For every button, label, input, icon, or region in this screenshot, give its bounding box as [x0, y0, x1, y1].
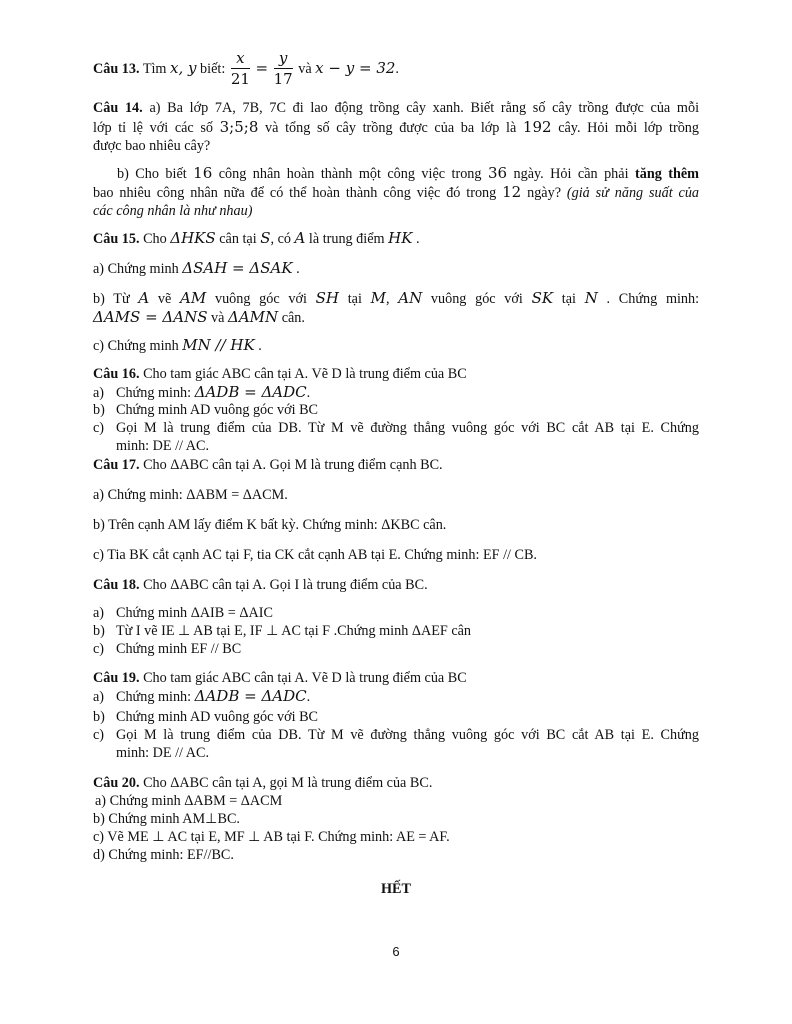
question-15b-line-2 — [93, 308, 305, 327]
list-marker: a) — [93, 605, 105, 621]
text: b) Cho biết — [117, 166, 187, 182]
text: . — [258, 338, 262, 354]
math-triangle: ΔAMN — [227, 308, 279, 326]
text: lớp tỉ lệ với các số — [93, 120, 213, 136]
math-expression: ΔADB = ΔADC — [194, 687, 307, 705]
text: tại — [561, 291, 576, 307]
text: ngày. Hỏi cần phải — [513, 166, 629, 182]
text: . — [415, 231, 420, 247]
question-16b — [93, 401, 318, 419]
question-18-intro — [93, 576, 428, 594]
math-triangle: ΔHKS — [170, 229, 216, 247]
fraction-numerator: y — [274, 49, 293, 69]
question-20-intro — [93, 774, 432, 792]
list-marker: c) — [93, 641, 105, 657]
text: và — [298, 61, 312, 77]
question-17b: b) Trên cạnh AM lấy điểm K bất kỳ. Chứng minh: ΔKBC cân. — [93, 517, 447, 533]
text: biết: — [200, 61, 226, 77]
question-13 — [93, 48, 399, 90]
text: Cho ΔABC cân tại A, gọi M là trung điểm của BC. — [143, 775, 433, 791]
text: Chứng minh: — [116, 689, 192, 705]
text: . — [395, 61, 399, 77]
question-18c — [93, 640, 241, 658]
question-17a: a) Chứng minh: ΔABM = ΔACM. — [93, 487, 288, 503]
text: và tổng số cây trồng được của ba lớp là — [265, 120, 517, 136]
text: cân. — [281, 310, 305, 326]
text: ngày? — [527, 185, 561, 201]
text: Cho ΔABC cân tại A. Gọi I là trung điểm của BC. — [143, 577, 428, 593]
math-vars: x, y — [170, 59, 197, 77]
question-15a — [93, 259, 300, 278]
question-14-label: Câu 14. — [93, 100, 143, 116]
math-point: A — [294, 229, 306, 247]
text: b) Từ — [93, 291, 130, 307]
text: tại — [347, 291, 362, 307]
text: cân tại — [219, 231, 257, 247]
question-19c-line-2: minh: DE // AC. — [116, 745, 210, 761]
question-14-line-3: được bao nhiêu cây? — [93, 138, 211, 154]
text: Gọi M là trung điểm của DB. Từ M vẽ đường thẳng vuông góc với BC cắt AB tại E. Chứng — [116, 727, 699, 743]
text: a) Chứng minh — [93, 261, 179, 277]
text: vuông góc với — [214, 291, 307, 307]
math-segment: SH — [315, 289, 339, 307]
fraction-denominator: 17 — [273, 70, 293, 89]
question-20c: c) Vẽ ME ⊥ AC tại E, MF ⊥ AB tại F. Chứng minh: AE = AF. — [93, 829, 450, 845]
question-18-label: Câu 18. — [93, 577, 140, 593]
question-16c-line-2: minh: DE // AC. — [116, 438, 210, 454]
text: Từ I vẽ IE ⊥ AB tại E, IF ⊥ AC tại F .Chứng minh ΔAEF cân — [116, 623, 472, 639]
text: vuông góc với — [430, 291, 523, 307]
question-20a: a) Chứng minh ΔABM = ΔACM — [95, 793, 283, 809]
text: Chứng minh EF // BC — [116, 641, 242, 657]
text: Chứng minh: — [116, 385, 192, 401]
question-15b-line-1 — [93, 289, 699, 308]
text: , — [385, 291, 390, 307]
text: a) Ba lớp 7A, 7B, 7C đi lao động trồng cây xanh. Biết rằng số cây trồng được của mỗi — [149, 100, 700, 116]
italic-note: (giả sử năng suất của — [566, 185, 700, 201]
list-marker: c) — [93, 727, 105, 743]
page-number: 6 — [392, 944, 400, 959]
question-14-line-2 — [93, 118, 699, 137]
text: cây. Hỏi mỗi lớp trồng — [558, 120, 699, 136]
math-point: N — [584, 289, 598, 307]
text: Cho tam giác ABC cân tại A. Vẽ D là trung điểm của BC — [143, 670, 467, 686]
math-point: S — [260, 229, 271, 247]
text: . — [306, 689, 311, 705]
question-13-label: Câu 13. — [93, 61, 140, 77]
text: , có — [270, 231, 291, 247]
bold-text: tăng thêm — [635, 166, 700, 182]
question-19a — [93, 687, 310, 706]
question-17-label: Câu 17. — [93, 457, 140, 473]
text: là trung điểm — [308, 231, 385, 247]
question-14b-line-2 — [93, 183, 699, 202]
list-marker: b) — [93, 709, 105, 725]
math-segment: SK — [531, 289, 554, 307]
text: bao nhiêu công nhân nữa để có thể hoàn thành công việc đó trong — [93, 185, 497, 201]
text: Cho ΔABC cân tại A. Gọi M là trung điểm cạnh BC. — [143, 457, 443, 473]
question-14b-line-1 — [117, 164, 699, 183]
math-segment: HK — [388, 229, 413, 247]
question-15-intro — [93, 229, 420, 248]
math-condition: x − y = 32 — [315, 59, 396, 77]
fraction-denominator: 21 — [230, 70, 250, 89]
question-16-intro — [93, 365, 467, 383]
text: Chứng minh AD vuông góc với BC — [116, 402, 319, 418]
text: Cho — [143, 231, 167, 247]
question-17-intro — [93, 456, 443, 474]
question-16-label: Câu 16. — [93, 366, 140, 382]
question-20d: d) Chứng minh: EF//BC. — [93, 847, 234, 863]
text: công nhân hoàn thành một công việc trong — [218, 166, 482, 182]
question-18b — [93, 622, 471, 640]
list-marker: a) — [93, 689, 105, 705]
math-expression: MN // HK — [182, 336, 255, 354]
text: . — [296, 261, 300, 277]
math-expression: ΔADB = ΔADC — [194, 383, 307, 401]
text: Chứng minh ΔAIB = ΔAIC — [116, 605, 273, 621]
question-20-label: Câu 20. — [93, 775, 140, 791]
equals-sign: = — [255, 59, 269, 77]
question-15c — [93, 336, 262, 355]
text: . Chứng minh: — [606, 291, 700, 307]
math-number: 192 — [522, 118, 552, 136]
question-14-line-1 — [93, 99, 699, 117]
list-marker: b) — [93, 402, 105, 418]
question-19-label: Câu 19. — [93, 670, 140, 686]
question-20b: b) Chứng minh AM⊥BC. — [93, 811, 240, 827]
math-point: M — [370, 289, 386, 307]
question-18a — [93, 604, 273, 622]
question-19b — [93, 708, 318, 726]
text: . — [306, 385, 311, 401]
math-number: 16 — [193, 164, 213, 182]
text: c) Chứng minh — [93, 338, 179, 354]
text: Chứng minh AD vuông góc với BC — [116, 709, 319, 725]
list-marker: b) — [93, 623, 105, 639]
fraction-y-17 — [274, 49, 293, 90]
list-marker: a) — [93, 385, 105, 401]
question-14b-line-3: các công nhân là như nhau) — [93, 203, 253, 219]
math-point: A — [138, 289, 150, 307]
math-expression: ΔSAH = ΔSAK — [182, 259, 293, 277]
fraction-numerator: x — [231, 49, 250, 69]
math-number: 36 — [487, 164, 508, 182]
text: vẽ — [157, 291, 172, 307]
math-segment: AN — [398, 289, 423, 307]
list-marker: c) — [93, 420, 105, 436]
question-19c-line-1 — [93, 726, 699, 744]
math-segment: AM — [180, 289, 207, 307]
question-16a — [93, 383, 310, 402]
text: và — [211, 310, 225, 326]
text: Tìm — [142, 61, 167, 77]
math-ratio: 3;5;8 — [219, 118, 259, 136]
question-19-intro — [93, 669, 467, 687]
end-marker: HẾT — [381, 881, 411, 897]
question-16c-line-1 — [93, 419, 699, 437]
fraction-x-21 — [231, 49, 250, 90]
question-17c: c) Tia BK cắt cạnh AC tại F, tia CK cắt cạnh AB tại E. Chứng minh: EF // CB. — [93, 547, 537, 563]
text: Cho tam giác ABC cân tại A. Vẽ D là trung điểm của BC — [143, 366, 467, 382]
question-15-label: Câu 15. — [93, 231, 140, 247]
math-expression: ΔAMS = ΔANS — [93, 308, 208, 326]
math-number: 12 — [502, 183, 522, 201]
text: Gọi M là trung điểm của DB. Từ M vẽ đường thẳng vuông góc với BC cắt AB tại E. Chứng — [116, 420, 699, 436]
